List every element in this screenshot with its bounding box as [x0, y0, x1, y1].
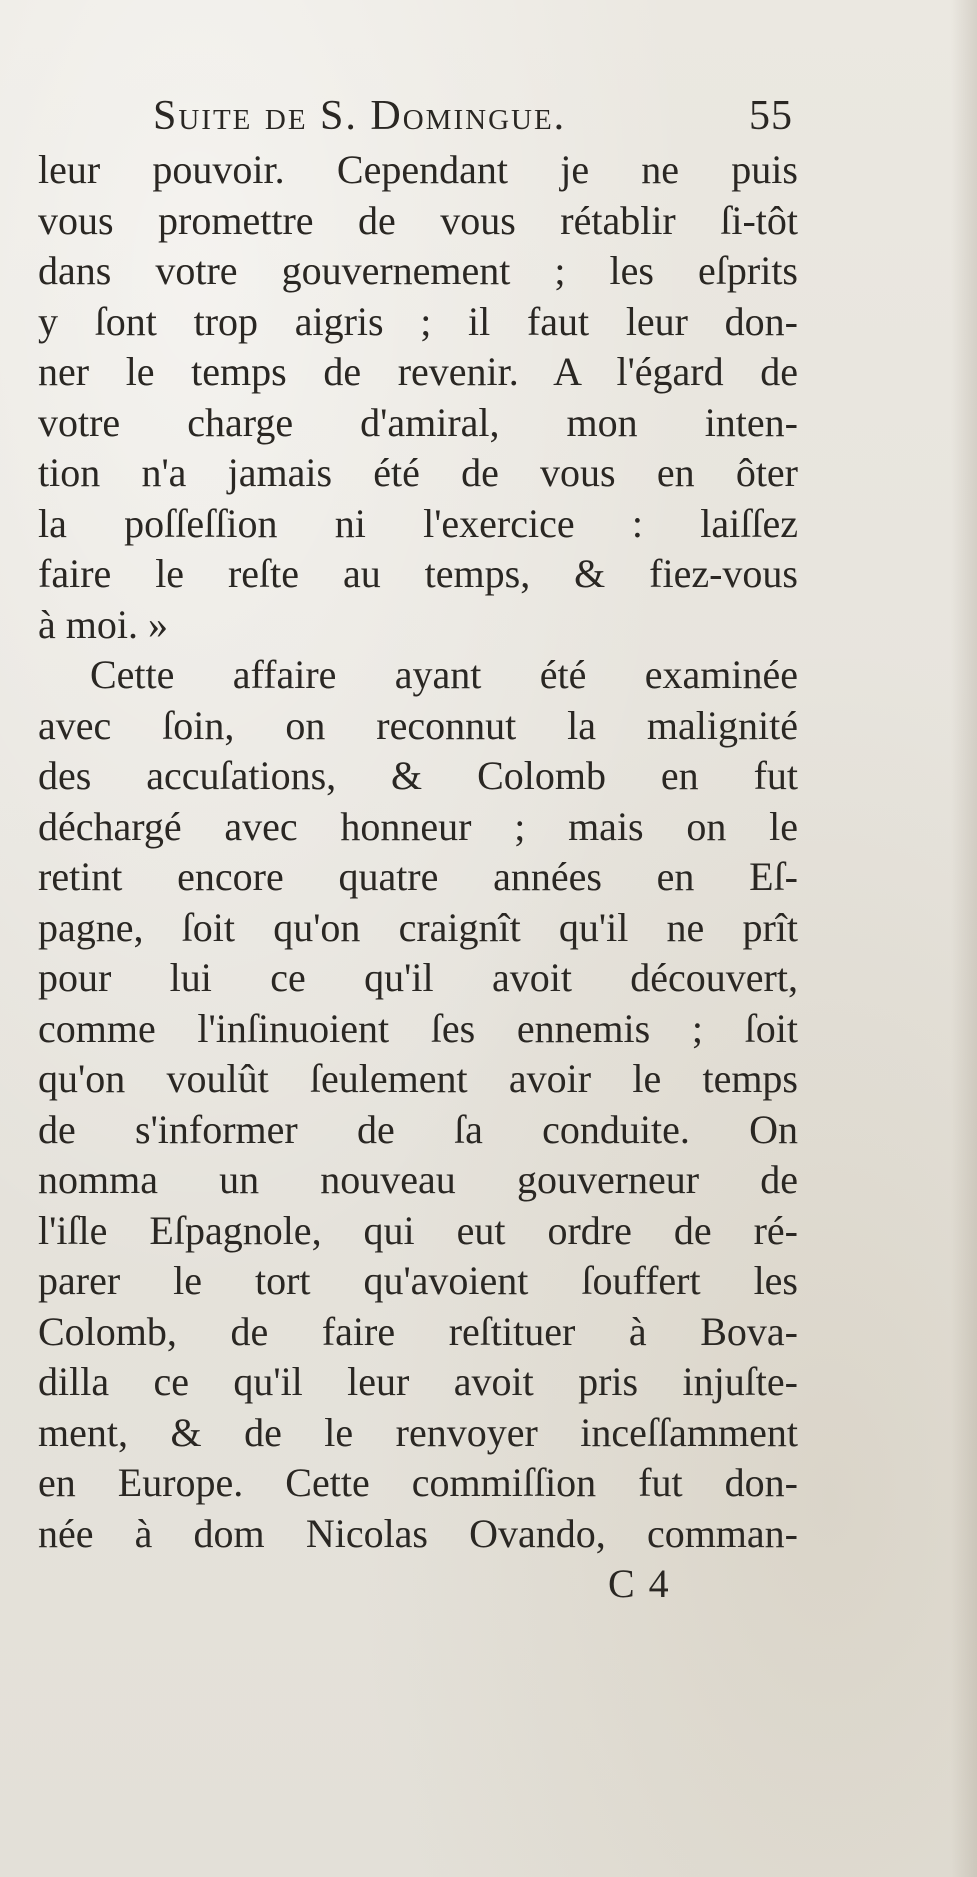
running-title: Suite de S. Domingue.	[153, 93, 567, 139]
text-line: vous promettre de vous rétablir ſi-tôt	[38, 197, 798, 243]
text-line: parer le tort qu'avoient ſouffert les	[38, 1258, 798, 1303]
text-line: comme l'inſinuoient ſes ennemis ; ſoit	[38, 1005, 798, 1051]
text-line: à moi. »	[38, 601, 168, 647]
page-number: 55	[749, 93, 793, 139]
text-line: nomma un nouveau gouverneur de	[38, 1157, 798, 1202]
text-line: des accuſations, & Colomb en fut	[38, 753, 798, 798]
text-line: leur pouvoir. Cependant je ne puis	[38, 147, 798, 192]
text-line: retint encore quatre années en Eſ-	[38, 854, 798, 899]
text-line: pagne, ſoit qu'on craignît qu'il ne prît	[38, 904, 798, 950]
text-line: ner le temps de revenir. A l'égard de	[38, 349, 798, 394]
paragraph-1	[38, 145, 798, 650]
text-line: dans votre gouvernement ; les eſprits	[38, 248, 798, 293]
text-line: dilla ce qu'il leur avoit pris injuſte-	[38, 1359, 798, 1404]
text-line: pour lui ce qu'il avoit découvert,	[38, 955, 798, 1000]
text-line: Cette affaire ayant été examinée	[90, 652, 798, 697]
page-header	[153, 92, 793, 142]
text-line: votre charge d'amiral, mon inten-	[38, 399, 798, 445]
paragraph-2	[38, 650, 798, 1559]
text-line: Colomb, de faire reſtituer à Bova-	[38, 1308, 798, 1354]
text-line: née à dom Nicolas Ovando, comman-	[38, 1510, 798, 1556]
body-text	[38, 145, 798, 1559]
signature-mark: C 4	[608, 1561, 671, 1606]
text-line: en Europe. Cette commiſſion fut don-	[38, 1460, 798, 1505]
text-line: tion n'a jamais été de vous en ôter	[38, 450, 798, 495]
text-line: la poſſeſſion ni l'exercice : laiſſez	[38, 500, 798, 546]
footer	[38, 1560, 798, 1610]
text-line: ment, & de le renvoyer inceſſamment	[38, 1409, 798, 1455]
text-line: avec ſoin, on reconnut la malignité	[38, 702, 798, 748]
text-line: l'iſle Eſpagnole, qui eut ordre de ré-	[38, 1207, 798, 1253]
text-line: déchargé avec honneur ; mais on le	[38, 803, 798, 849]
text-line: qu'on voulût ſeulement avoir le temps	[38, 1056, 798, 1101]
text-line: de s'informer de ſa conduite. On	[38, 1106, 798, 1152]
text-line: y ſont trop aigris ; il faut leur don-	[38, 298, 798, 344]
text-line: faire le reſte au temps, & fiez-vous	[38, 551, 798, 596]
